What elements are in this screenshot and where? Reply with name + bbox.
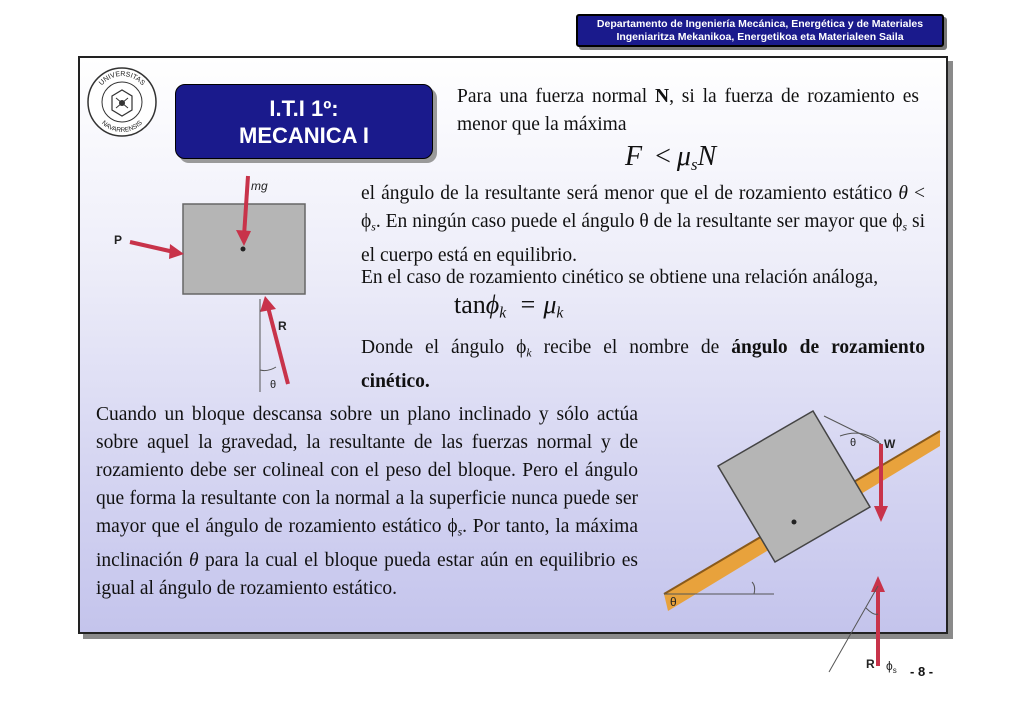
label-theta-bottom: θ	[670, 595, 677, 609]
formula-mu: μ	[676, 141, 691, 172]
resultant-angle-paragraph	[361, 180, 925, 270]
weight-w-arrowhead	[874, 506, 888, 522]
formula-lt: <	[655, 141, 671, 172]
formula-sub-s: s	[690, 155, 698, 175]
angle-arc	[260, 367, 276, 371]
course-name: MECANICA I	[239, 123, 369, 148]
p4-text-a: Donde el ángulo	[361, 337, 517, 358]
p2-phi: ϕ	[361, 211, 372, 232]
department-line-eu: Ingeniaritza Mekanikoa, Energetikoa eta Materialeen Saila	[616, 31, 904, 43]
flat-block-center	[241, 247, 246, 252]
push-force-arrowhead	[169, 244, 184, 259]
formula-sub-k2: k	[556, 304, 564, 322]
reaction-r-arrowhead	[871, 576, 885, 592]
p4-phi: ϕ	[516, 337, 527, 358]
formula-mu-k: μ	[543, 290, 557, 319]
label-p: P	[114, 233, 123, 247]
course-title-badge	[175, 84, 433, 159]
label-phi	[886, 659, 897, 675]
intro-text-b: , si la fuerza de rozamiento es menor que la máxima	[457, 86, 919, 135]
formula-n: N	[697, 141, 717, 172]
slide-frame	[78, 56, 948, 675]
p2-text-d: si el cuerpo está en equilibrio.	[361, 211, 925, 266]
label-theta: θ	[270, 379, 277, 391]
p5-phi: ϕ	[447, 516, 458, 537]
course-code: I.T.I 1º:	[269, 96, 339, 121]
p4-sub-k: k	[526, 346, 532, 360]
p2-text-a: el ángulo de la resultante será menor que el de rozamiento estático	[361, 183, 899, 204]
label-mg: mg	[251, 179, 268, 193]
p4-bold-term: ángulo de rozamiento cinético.	[361, 337, 925, 392]
p2-sub-s: s	[371, 220, 376, 234]
inclined-plane-force-diagram	[664, 376, 944, 675]
p2-sub-s2: s	[902, 220, 908, 234]
static-friction-inequality	[625, 141, 716, 175]
svg-text:NAVARRENSIS: NAVARRENSIS	[100, 119, 144, 135]
reaction-arrowhead	[260, 296, 276, 312]
label-w: W	[884, 437, 896, 451]
kinetic-friction-equation	[454, 290, 563, 323]
incline-block-center	[792, 520, 797, 525]
department-banner	[576, 14, 944, 47]
p5-theta: θ	[189, 549, 199, 571]
p2-lt: <	[907, 183, 925, 204]
p5-text-a: Cuando un bloque descansa sobre un plano inclinado y sólo actúa sobre aquel la gravedad, la resultante de las fuerzas normal y de rozamiento debe ser colineal con el peso del bloque. Pero el ángulo que forma la resultante con la normal a la superficie nunca puede ser mayor que el ángulo de rozamiento estático	[96, 404, 638, 537]
p4-text-b: recibe el nombre de	[531, 337, 732, 358]
intro-normal-symbol: N	[655, 86, 670, 107]
department-line-es: Departamento de Ingeniería Mecánica, Energética y de Materiales	[596, 18, 924, 30]
flat-surface-force-diagram	[110, 174, 320, 394]
svg-text:UNIVERSITAS: UNIVERSITAS	[98, 70, 146, 88]
formula-f: F	[625, 141, 643, 172]
inclined-plane-paragraph	[96, 401, 638, 603]
p5-text-c: para la cual el bloque pueda estar aún en equilibrio es igual al ángulo de rozamiento estático.	[96, 549, 638, 599]
label-theta-top: θ	[850, 437, 857, 449]
p3-text: En el caso de rozamiento cinético se obtiene una relación análoga,	[361, 267, 879, 288]
label-phi-sub: s	[892, 666, 897, 675]
page-number: - 8 -	[910, 664, 934, 679]
university-seal-logo	[86, 66, 158, 138]
p5-text-b: . Por tanto, la máxima inclinación	[96, 516, 639, 571]
push-force-arrow	[130, 242, 174, 252]
intro-paragraph	[457, 83, 919, 139]
incline-angle-arc	[752, 582, 755, 594]
p2-phi2: ϕ	[892, 211, 903, 232]
formula-tan: tan	[454, 290, 486, 319]
intro-text-a: Para una fuerza normal	[457, 86, 655, 107]
p2-theta: θ	[898, 183, 908, 204]
kinetic-friction-paragraph	[361, 264, 925, 292]
p5-sub-s: s	[457, 525, 463, 539]
label-phi-symbol: ϕ	[886, 659, 893, 673]
label-r2: R	[866, 657, 875, 671]
label-r: R	[278, 319, 287, 333]
formula-phi: ϕ	[485, 290, 500, 319]
formula-eq: =	[520, 290, 536, 319]
formula-sub-k: k	[499, 304, 507, 322]
p2-text-c: . En ningún caso puede el ángulo θ de la resultante ser mayor que	[375, 211, 893, 232]
